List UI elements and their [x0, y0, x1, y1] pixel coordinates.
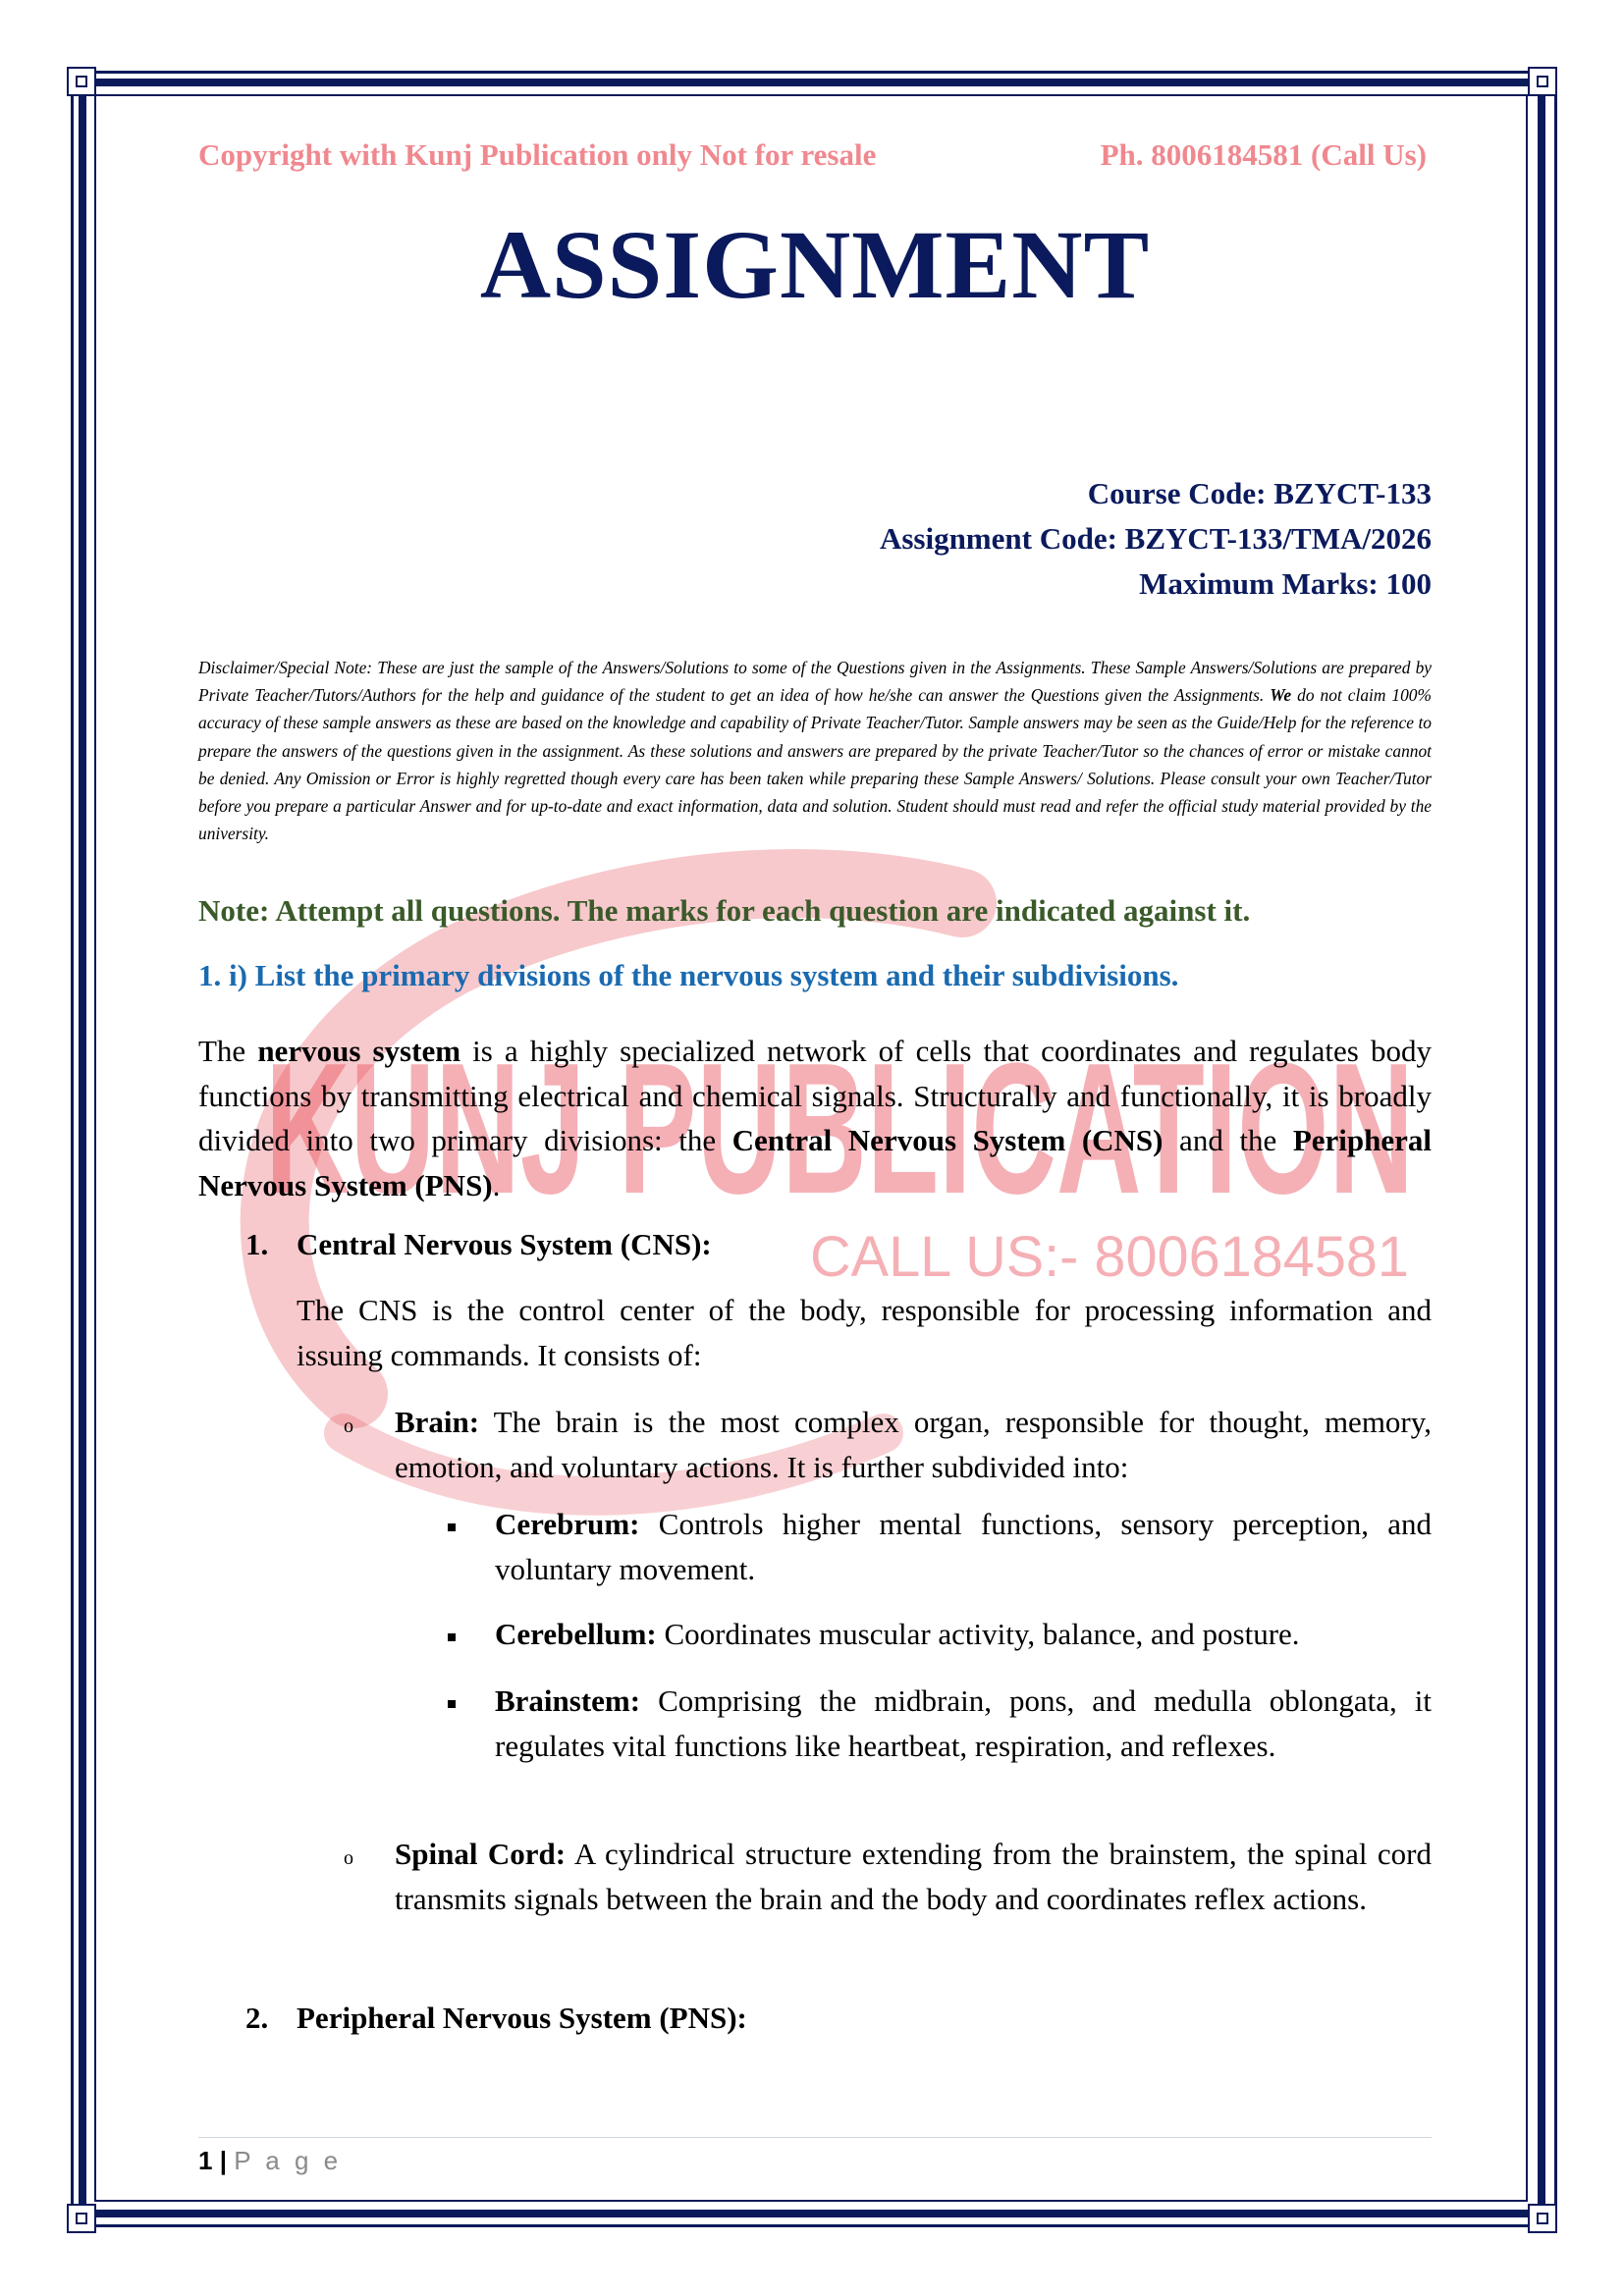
bullet-square-icon	[448, 1523, 456, 1531]
disclaimer-bold: We	[1270, 685, 1292, 706]
brain-label: Brain:	[395, 1405, 480, 1439]
disclaimer-text-1: Disclaimer/Special Note: These are just the sample of the Answers/Solutions to some of the Questions given in the Assignments. These Sample Answers/Solutions are prepared by Private Teacher/Tutors/Authors for the help and guidance of the student to get an idea of how he/she can answer the Questions given the Assignments.	[198, 658, 1432, 706]
intro-bold-3: Peripheral Nervous System (PNS)	[198, 1123, 1432, 1202]
cns-description: The CNS is the control center of the body, responsible for processing information and issuing commands. It consists of:	[297, 1293, 1432, 1372]
cerebellum-label: Cerebellum:	[495, 1617, 657, 1651]
course-code: Course Code: BZYCT-133	[1087, 476, 1432, 510]
note-instruction: Note: Attempt all questions. The marks for each question are indicated against it.	[198, 893, 1251, 928]
brain-text: The brain is the most complex organ, responsible for thought, memory, emotion, and voluntary actions. It is further subdivided into:	[395, 1405, 1432, 1484]
cerebrum-label: Cerebrum:	[495, 1507, 640, 1541]
spinal-cord-label: Spinal Cord:	[395, 1837, 567, 1871]
cns-heading: Central Nervous System (CNS):	[297, 1227, 712, 1261]
cerebrum-text: Controls higher mental functions, sensory perception, and voluntary movement.	[495, 1507, 1432, 1586]
page-footer	[198, 2146, 342, 2176]
brainstem-label: Brainstem:	[495, 1683, 641, 1718]
bullet-circle-icon: o	[344, 1415, 353, 1437]
cerebellum-text: Coordinates muscular activity, balance, and posture.	[656, 1617, 1300, 1651]
page-title: ASSIGNMENT	[479, 210, 1151, 319]
bullet-square-icon	[448, 1700, 456, 1708]
brain-item	[395, 1400, 1432, 1489]
intro-text-1: The	[198, 1034, 258, 1068]
cerebrum-item	[495, 1502, 1432, 1591]
cerebellum-item	[495, 1612, 1432, 1657]
page-number: 1	[198, 2146, 213, 2175]
watermark-call: CALL US:- 8006184581	[810, 1225, 1409, 1289]
assignment-codes	[880, 471, 1432, 607]
brainstem-text: Comprising the midbrain, pons, and medulla oblongata, it regulates vital functions like heartbeat, respiration, and reflexes.	[495, 1683, 1432, 1763]
corner-ornament-top-left	[67, 67, 96, 96]
intro-bold-2: Central Nervous System (CNS)	[731, 1123, 1164, 1157]
spinal-cord-text: A cylindrical structure extending from the brainstem, the spinal cord transmits signals between the brain and the body and coordinates reflex actions.	[395, 1837, 1432, 1916]
list-number-2: 2.	[245, 2001, 269, 2035]
watermark-brand: KUNJ PUBLICATION	[265, 1025, 1414, 1233]
list-number-1: 1.	[245, 1227, 269, 1261]
copyright-header	[198, 137, 1432, 173]
pns-heading: Peripheral Nervous System (PNS):	[297, 2001, 747, 2035]
spinal-cord-item	[395, 1832, 1432, 1921]
maximum-marks: Maximum Marks: 100	[1139, 566, 1432, 601]
intro-paragraph	[198, 1029, 1432, 1207]
corner-ornament-top-right	[1528, 67, 1557, 96]
intro-text-2: is a highly specialized network of cells that coordinates and regulates body functions by transmitting electrical and chemical signals. Structurally and functionally, it is broadly divided into two primary divisions: the	[198, 1034, 1432, 1157]
intro-text-4: .	[492, 1167, 501, 1202]
page-separator: |	[212, 2146, 235, 2175]
page-label: P a g e	[234, 2146, 343, 2175]
bullet-square-icon	[448, 1633, 456, 1641]
disclaimer-text-2: do not claim 100% accuracy of these sample answers as these are based on the knowledge and capability of Private Teacher/Tutor. Sample answers may be seen as the Guide/Help for the reference to prepare the answers of the questions given in the assignment. As these solutions and answers are prepared by the private Teacher/Tutor so the chances of error or mistake cannot be denied. Any Omission or Error is highly regretted though every care has been taken while preparing these Sample Answers/ Solutions. Please consult your own Teacher/Tutor before you prepare a particular Answer and for up-to-date and exact information, data and solution. Student should must read and refer the official study material provided by the university.	[198, 685, 1432, 844]
copyright-text: Copyright with Kunj Publication only Not for resale	[198, 137, 877, 172]
question-heading: 1. i) List the primary divisions of the nervous system and their subdivisions.	[198, 958, 1179, 992]
corner-ornament-bottom-right	[1528, 2204, 1557, 2233]
brainstem-item	[495, 1679, 1432, 1768]
disclaimer	[198, 654, 1432, 847]
phone-text: Ph. 8006184581 (Call Us)	[1100, 137, 1427, 172]
assignment-code: Assignment Code: BZYCT-133/TMA/2026	[879, 521, 1432, 556]
bullet-circle-icon: o	[344, 1847, 353, 1869]
intro-text-3: and the	[1163, 1123, 1293, 1157]
intro-bold-1: nervous system	[257, 1034, 461, 1068]
footer-divider	[198, 2137, 1432, 2138]
corner-ornament-bottom-left	[67, 2204, 96, 2233]
